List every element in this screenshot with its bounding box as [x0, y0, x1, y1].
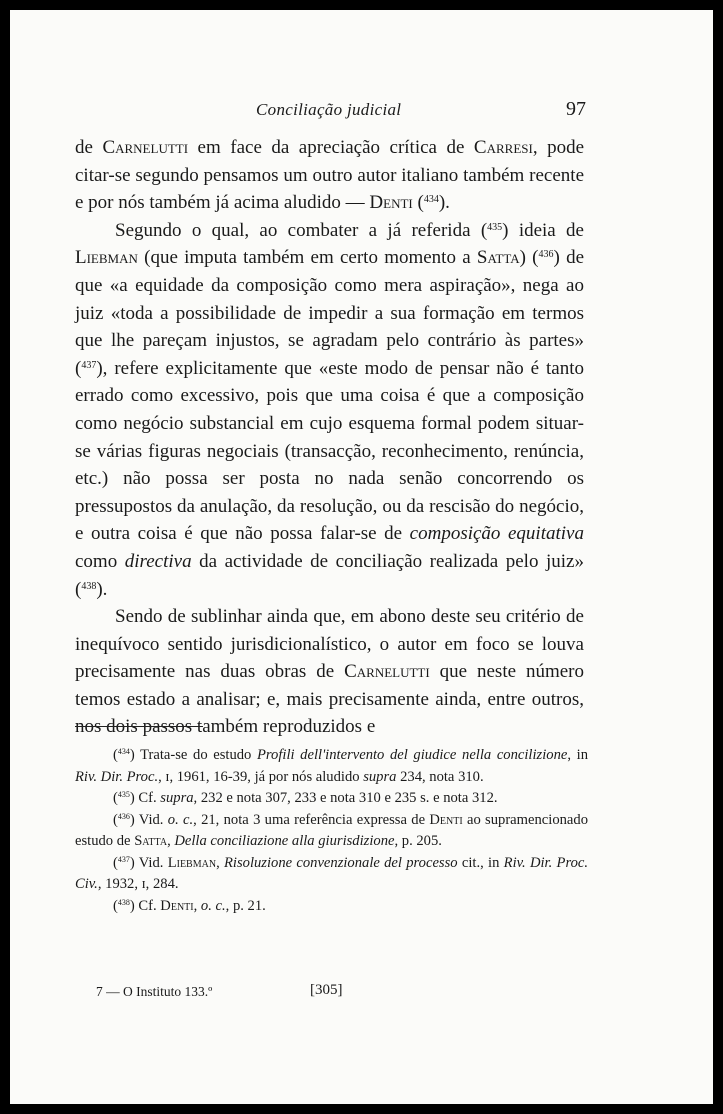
page-imprint: [10, 984, 713, 1004]
footnote-435: ($^{435}$) Cf. supra, 232 e nota 307, 233 e nota 310 e 235 s. e nota 312.: [113, 790, 498, 806]
printer-signature: 7 — O Instituto 133.º: [96, 984, 213, 999]
paragraph-1: de Carnelutti em face da apreciação crítica de Carresi, pode citar-se segundo pensamos um outro autor italiano também recente e por nós também já acima aludido — Denti ($^{434}$).: [75, 137, 585, 214]
author-name: Satta: [476, 247, 520, 269]
author-name: Carresi: [473, 137, 533, 158]
footnote-438: ($^{438}$) Cf. Denti, o. c., p. 21.: [113, 897, 266, 914]
paragraph-2: Segundo o qual, ao combater a já referida ($^{435}$) ideia de Liebman (que imputa também em certo momento a Satta) ($^{436}$) de que «a equidade da composição como mera aspiração», nega ao juiz «toda a possibilidade de impedir a sua formação em termos que lhe pareçam injustos, se agradam pelo contrário às partes» ($^{437}$), refere explicitamente que «este modo de pensar não é tanto errado como excessivo, pois que uma coisa é que a composição como negócio substancial em cujo esquema formal podem situar-se várias figuras negociais (transacção, reconhecimento, renúncia, etc.) não possa ser posta no nada senão concorrendo os pressupostos da anulação, da resolução, ou da rescisão do negócio, e outra coisa é que não possa falar-se de composição equitativa como directiva da actividade de conciliação realizada pelo juiz» ($^{438}$).: [75, 219, 585, 600]
footnote-ref: 435: [487, 221, 503, 233]
footnote-number: 438: [117, 897, 130, 907]
footnote-ref: 436: [538, 249, 554, 261]
author-name: Carnelutti: [102, 137, 189, 158]
footnote-number: 435: [117, 790, 130, 799]
page-number: 97: [566, 98, 586, 120]
body-text: [75, 134, 584, 741]
footnote-separator: [75, 726, 203, 727]
running-title: Conciliação judicial: [256, 100, 402, 119]
author-name: Liebman: [75, 247, 138, 269]
book-page: [10, 10, 713, 1104]
footnote-number: 437: [117, 854, 130, 864]
footnotes: [75, 745, 588, 917]
original-page-ref: [305]: [310, 982, 343, 998]
author-name: Denti: [369, 192, 413, 214]
footnote-number: 436: [117, 811, 130, 821]
emphasis: composição equitativa: [409, 523, 584, 545]
emphasis: directiva: [124, 550, 192, 572]
paragraph-3: Sendo de sublinhar ainda que, em abono deste seu critério de inequívoco sentido jurisdicionalístico, o autor em foco se louva precisamente nas duas obras de Carnelutti que neste número temos estado a analisar; e, mais precisamente ainda, entre outros, nos dois passos também reproduzidos e: [75, 606, 584, 738]
footnote-ref: 437: [81, 359, 97, 371]
footnote-number: 434: [117, 747, 130, 756]
footnote-434: ($^{434}$) Trata-se do estudo Profili dell'intervento del giudice nella concilizione, in Riv. Dir. Proc., ɪ, 1961, 16-39, já por nós aludido supra 234, nota 310.: [75, 747, 588, 785]
author-name: Carnelutti: [344, 661, 430, 683]
footnote-437: ($^{437}$) Vid. Liebman, Risoluzione convenzionale del processo cit., in Riv. Dir. Proc. Civ., 1932, ɪ, 284.: [75, 854, 589, 892]
footnote-436: ($^{436}$) Vid. o. c., 21, nota 3 uma referência expressa de Denti ao supramencionado estudo de Satta, Della conciliazione alla giurisdizione, p. 205.: [75, 811, 588, 849]
footnote-ref: 438: [81, 580, 97, 592]
footnote-ref: 434: [423, 194, 439, 206]
running-header: [10, 96, 713, 126]
